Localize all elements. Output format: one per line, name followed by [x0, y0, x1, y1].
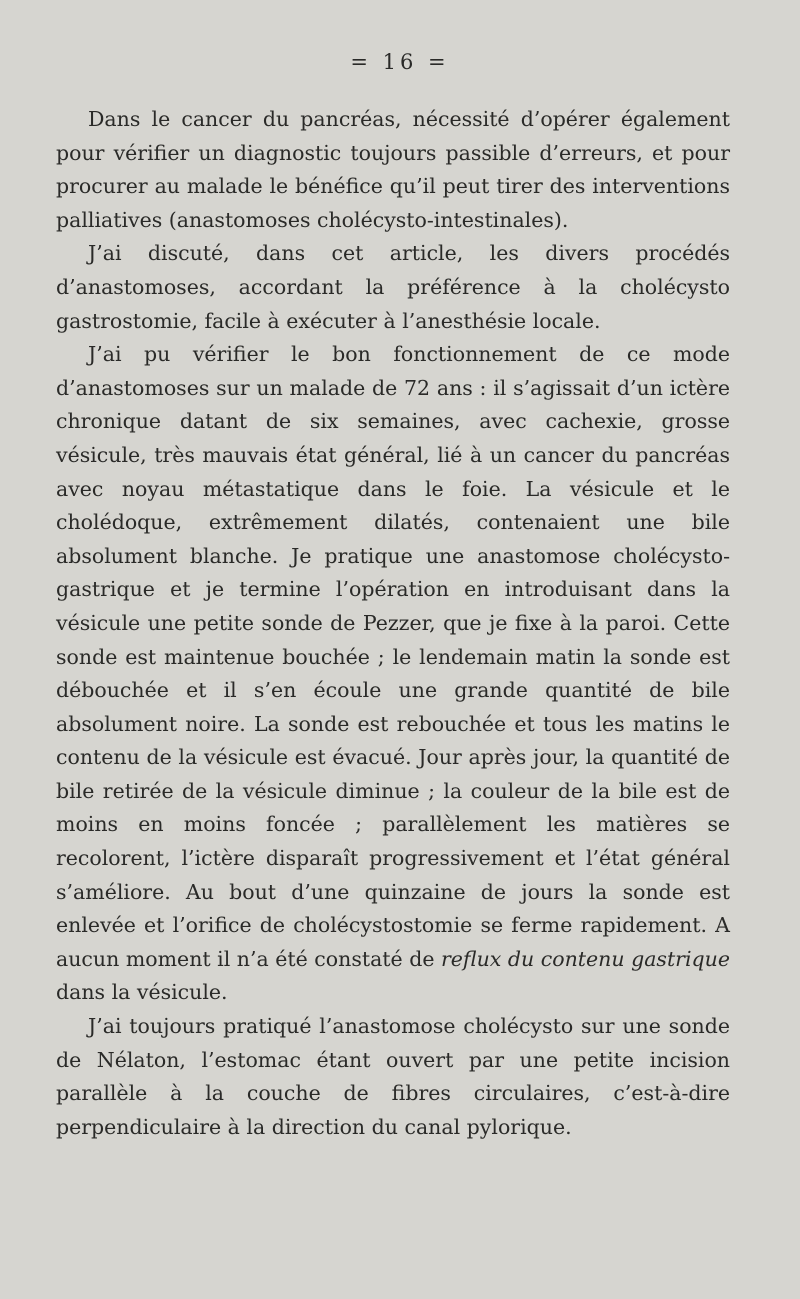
body-text — [56, 103, 730, 1144]
paragraph-3 — [56, 338, 730, 1010]
page-number: = 16 = — [350, 50, 450, 74]
paragraph-3-italic-phrase: reflux du contenu gastrique — [441, 946, 730, 971]
paragraph-3-text-before: J’ai pu vérifier le bon fonctionnement de ce mode d’anastomoses sur un malade de 72 ans : il s’agissait d’un ictère chronique datant de six semaines, avec cachexie, grosse vésicule, très mauvais état général, lié à un cancer du pancréas avec noyau métastatique dans le foie. La vésicule et le cholédoque, extrêmement dilatés, contenaient une bile absolument blanche. Je pratique une anastomose cholécysto-gastrique et je termine l’opération en introduisant dans la vésicule une petite sonde de Pezzer, que je fixe à la paroi. Cette sonde est maintenue bouchée ; le lendemain matin la sonde est débouchée et il s’en écoule une grande quantité de bile absolument noire. La sonde est rebouchée et tous les matins le contenu de la vésicule est évacué. Jour après jour, la quantité de bile retirée de la vésicule diminue ; la couleur de la bile est de moins en moins foncée ; parallèlement les matières se recolorent, l’ictère disparaît progressivement et l’état général s’améliore. Au bout d’une quinzaine de jours la sonde est enlevée et l’orifice de cholécystostomie se ferme rapidement. A aucun moment il n’a été constaté de — [56, 342, 730, 971]
paragraph-3-text-after: dans la vésicule. — [56, 980, 228, 1005]
paragraph-2: J’ai discuté, dans cet article, les divers procédés d’anastomoses, accordant la préférence à la cholécysto gastrostomie, facile à exécuter à l’anesthésie locale. — [56, 241, 730, 333]
paragraph-4: J’ai toujours pratiqué l’anastomose cholécysto sur une sonde de Nélaton, l’estomac étant ouvert par une petite incision parallèle à la couche de fibres circulaires, c’est-à-dire perpendiculaire à la direction du canal pylorique. — [56, 1014, 730, 1139]
paragraph-1: Dans le cancer du pancréas, nécessité d’opérer également pour vérifier un diagnostic toujours passible d’erreurs, et pour procurer au malade le bénéfice qu’il peut tirer des interventions palliatives (anastomoses cholécysto-intestinales). — [56, 107, 730, 232]
